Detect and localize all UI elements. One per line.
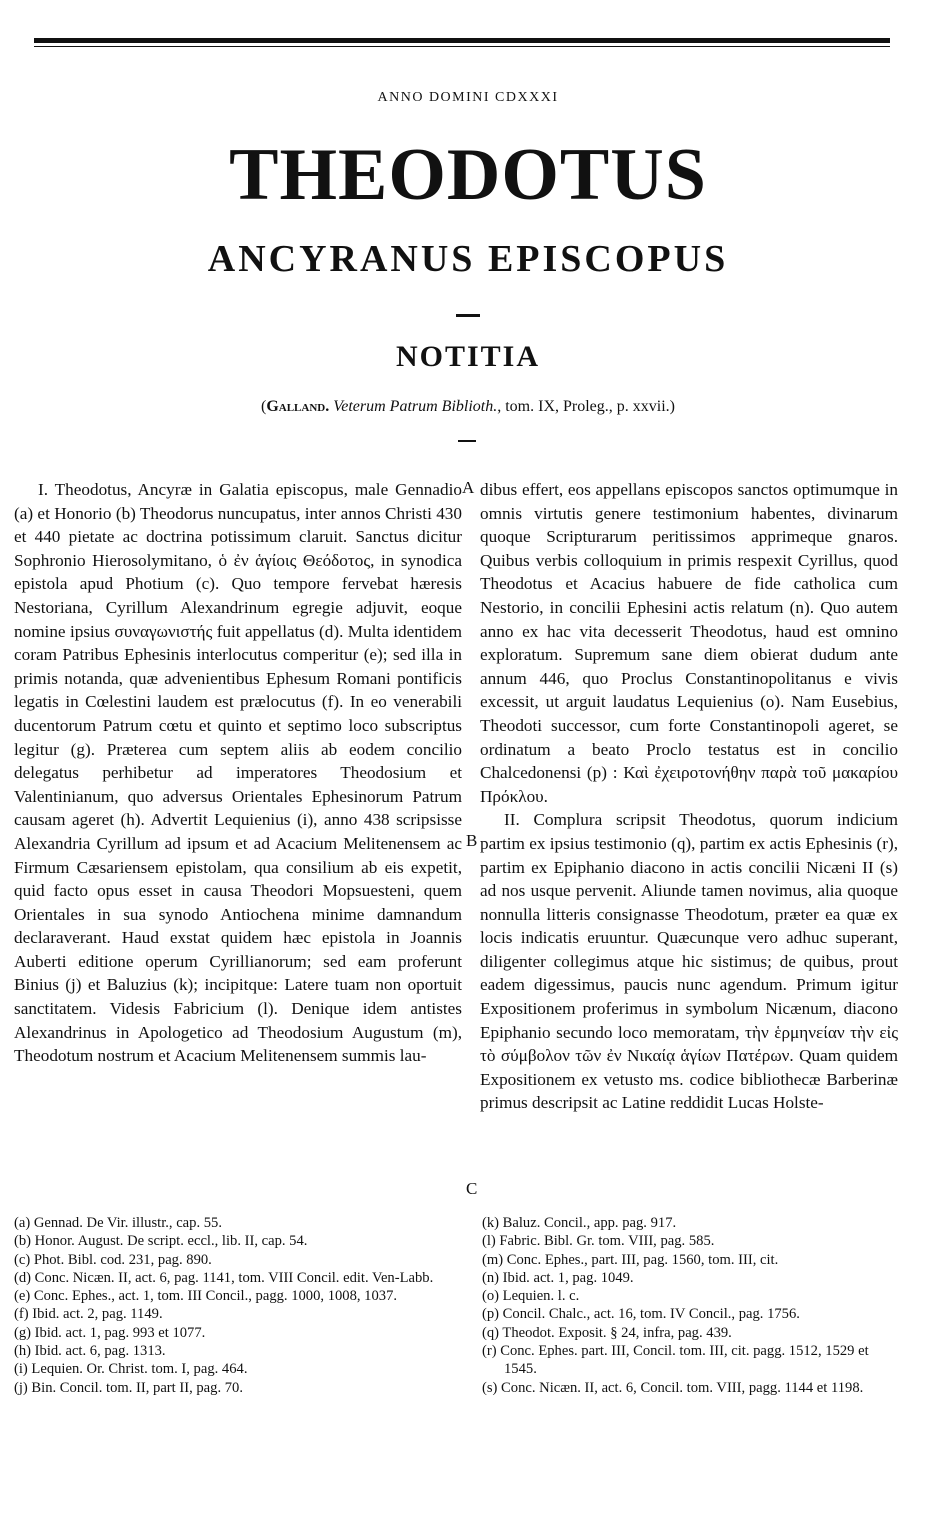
footnote: (m) Conc. Ephes., part. III, pag. 1560, tom. III, cit. [482,1251,779,1268]
footnote: (e) Conc. Ephes., act. 1, tom. III Concil., pagg. 1000, 1008, 1037. [14,1288,398,1305]
source-rest: , tom. IX, Proleg., p. xxvii.) [497,398,675,415]
footnote: (b) Honor. August. De script. eccl., lib. II, cap. 54. [14,1233,308,1250]
footnote: (j) Bin. Concil. tom. II, part II, pag. 70. [14,1379,243,1396]
footnote: (f) Ibid. act. 2, pag. 1149. [14,1306,163,1323]
footnote: (k) Baluz. Concil., app. pag. 917. [482,1215,677,1231]
footnote: (r) Conc. Ephes. part. III, Concil. tom. III, cit. pagg. 1512, 1529 et 1545. [482,1343,869,1378]
footnote: (o) Lequien. l. c. [482,1288,580,1305]
top-rule-thin [34,46,890,47]
paragraph: dibus effert, eos appellans episcopos sanctos optimumque in omnis virtutis genere testimonium habentes, divinarum quoque Scripturarum peritissimos apprimeque gnaros. Quibus verbis colloquium in primis respexit Cyrillus, quod Theodotus et Acacius habuere de fide catholica cum Nestorio, in concilii Ephesini actis relatum (n). Quo autem anno ex hac vita decesserit Theodotus, haud est omnino exploratum. Supremum sane diem obierat dudum ante annum 446, quo Proclus Constantinopolitanus e vivis excessit, ut arguit laudatus Lequienius (o). Nam Eusebius, Theodoti successor, cum forte Constantinopoli ageret, se ordinatum a beato Proclo testatus est in concilio Chalcedonensi (p) : Καὶ ἐχειροτονήθην παρὰ τοῦ μακαρίου Πρόκλου. [480,480,898,806]
footnote: (l) Fabric. Bibl. Gr. tom. VIII, pag. 585. [482,1233,715,1250]
footnote: (n) Ibid. act. 1, pag. 1049. [482,1269,634,1286]
body-column-left [14,478,462,1068]
footnote: (p) Concil. Chalc., act. 16, tom. IV Concil., pag. 1756. [482,1306,800,1323]
footnotes-right [482,1214,900,1397]
footnote: (c) Phot. Bibl. cod. 231, pag. 890. [14,1251,212,1268]
divider-dash-small [458,440,476,442]
body-column-right [480,478,898,1115]
margin-marker-a: A [462,478,475,497]
page-subtitle: ANCYRANUS EPISCOPUS [207,238,729,280]
footnote: (h) Ibid. act. 6, pag. 1313. [14,1343,166,1360]
section-title: NOTITIA [395,340,541,373]
footnote: (q) Theodot. Exposit. § 24, infra, pag. 439. [482,1324,732,1341]
footnote: (i) Lequien. Or. Christ. tom. I, pag. 464. [14,1361,248,1378]
top-rule [34,38,890,43]
footnotes-left [14,1214,462,1397]
paragraph: II. Complura scripsit Theodotus, quorum indicium partim ex ipsius testimonio (q), partim ex actis Ephesinis (r), partim ex Epiphanio diacono in actis concilii Nicæni II (s) ad nos usque pervenit. Aliunde tamen novimus, alia quoque nonnulla litteris consignasse Theodotum, præter ea quæ ex locis indicatis eruuntur. Quæcunque vero adhuc superant, diligenter collegimus atque hic sistimus; de quibus, prout eadem digessimus, paucis nunc agendum. Primum igitur Expositionem proferimus in symbolum Nicænum, diacono Epiphanio secundo loco memoratam, τὴν ἑρμηνείαν τὴν εἰς τὸ σύμβολον τῶν ἐν Νικαίᾳ ἁγίων Πατέρων. Quam quidem Expositionem ex vetusto ms. codice bibliothecæ Barberinæ primus descripsit ac Latine reddidit Lucas Holste- [480,810,898,1113]
footnote: (s) Conc. Nicæn. II, act. 6, Concil. tom. VIII, pagg. 1144 et 1198. [482,1379,864,1396]
paragraph: I. Theodotus, Ancyræ in Galatia episcopus, male Gennadio (a) et Honorio (b) Theodorus nuncupatus, inter annos Christi 430 et 440 pietate ac doctrina potissimum claruit. Sanctus dicitur Sophronio Hierosolymitano, ὁ ἐν ἁγίοις Θεόδοτος, in synodica epistola apud Photium (c). Quo tempore fervebat hæresis Nestoriana, Cyrillum Alexandrinum egregie adjuvit, eoque nomine ipsius συναγωνιστής fuit appellatus (d). Multa identidem coram Patribus Ephesinis interlocutus comperitur (e); sed illa in primis notanda, quæ advenientibus Ephesum Romani pontificis legatis in Cœlestini laudem est prælocutus (f). In eo venerabili ducentorum Patrum cœtu et quinto et septimo loco subscriptus legitur (g). Præterea cum septem aliis ab eodem concilio delegatus perhibetur ad imperatores Theodosium et Valentinianum, quo adversus Orientales Ephesinorum Patrum causam ageret (h). Advertit Lequienius (i), anno 438 scripsisse Alexandria Cyrillum ad ipsum et ad Acacium Melitenensem ac Firmum Cæsariensem epistolam, qua consilium ab eis expetit, quid facto opus esset in causa Theodori Mopsuesteni, quem Orientales in sua synodo Antiochena minime damnandum declaraverant. Haud exstat quidem hæc epistola in Joannis Auberti editione operum Cyrillianorum; sed eam proferunt Binius (j) et Baluzius (k); incipitque: Latere tuam non oportuit sanctitatem. Videsis Fabricium (l). Denique idem antistes Alexandrinus in Apologetico ad Theodosium Augustum (m), Theodotum nostrum et Acacium Melitenensem summis lau- [14,480,462,1066]
source-citation: (Galland. Veterum Patrum Biblioth., tom. IX, Proleg., p. xxvii.) [261,398,675,415]
footnote: (a) Gennad. De Vir. illustr., cap. 55. [14,1215,222,1231]
running-title: ANNO DOMINI CDXXXI [377,90,559,105]
divider-dash [456,314,480,317]
margin-marker-c: C [466,1179,478,1198]
footnote: (g) Ibid. act. 1, pag. 993 et 1077. [14,1324,206,1341]
source-author: Galland. [266,398,330,415]
page-title: THEODOTUS [229,134,707,216]
source-work: Veterum Patrum Biblioth. [333,398,498,415]
footnote: (d) Conc. Nicæn. II, act. 6, pag. 1141, tom. VIII Concil. edit. Ven-Labb. [14,1269,434,1286]
margin-marker-b: B [466,831,478,850]
